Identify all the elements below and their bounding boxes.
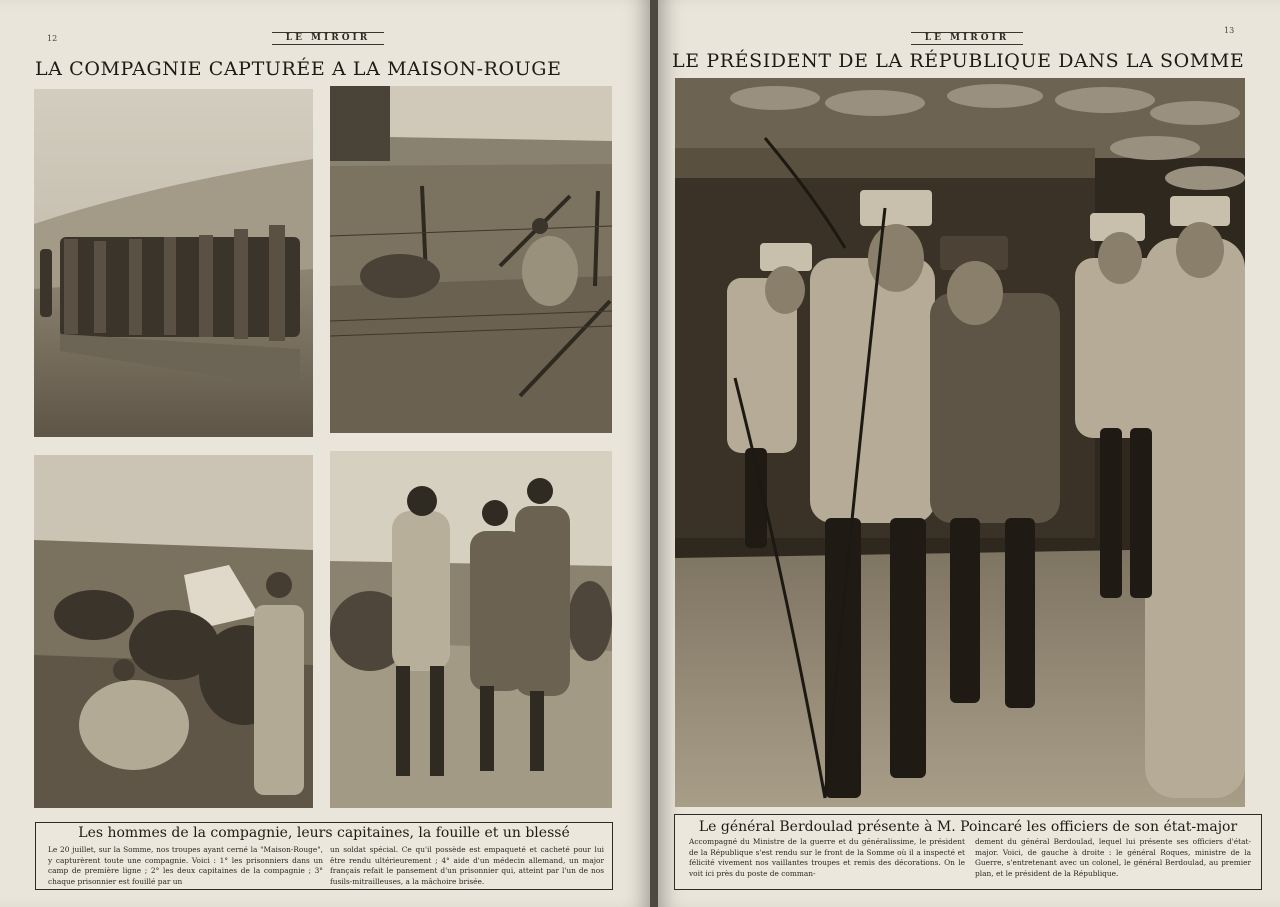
spine-gutter xyxy=(650,0,658,907)
caption-title-left: Les hommes de la compagnie, leurs capitaines, la fouille et un blessé xyxy=(78,825,570,841)
photo-president-inspection xyxy=(675,78,1245,807)
caption-box-right xyxy=(674,814,1262,890)
caption-text-left-col2: un soldat spécial. Ce qu'il possède est empaqueté et cacheté pour lui être rendu ultérieurement ; 4° aide d'un médecin allemand, un major français refait le pansement d'un prisonnier qui, atteint par l'un de nos fusils-mitrailleuses, a la mâchoire brisée. xyxy=(330,845,604,886)
caption-text-right-col1: Accompagné du Ministre de la guerre et du généralissime, le président de la République s'est rendu sur le front de la Somme où il a inspecté et félicité vivement nos vaillantes troupes et remis des décorations. On le voit ici près du poste de comman- xyxy=(689,837,965,878)
photo-prisoners-line xyxy=(34,89,313,437)
page-number-left: 12 xyxy=(47,34,58,43)
caption-title-right: Le général Berdoulad présente à M. Poincaré les officiers de son état-major xyxy=(698,819,1238,835)
photo-search-of-prisoners xyxy=(34,455,313,808)
headline-left: LA COMPAGNIE CAPTURÉE A LA MAISON-ROUGE xyxy=(35,58,562,80)
right-page xyxy=(658,0,1280,907)
headline-right: LE PRÉSIDENT DE LA RÉPUBLIQUE DANS LA SOMME xyxy=(672,50,1245,72)
masthead-left: LE MIROIR xyxy=(272,32,384,45)
page-number-right: 13 xyxy=(1224,26,1235,35)
caption-text-left-col1: Le 20 juillet, sur la Somme, nos troupes ayant cerné la "Maison-Rouge", y capturèrent toute une compagnie. Voici : 1° les prisonniers dans un camp de première ligne ; 2° les deux capitaines de la compagnie ; 3° chaque prisonnier est fouillé par un xyxy=(48,845,323,886)
photo-barbed-wire-field xyxy=(330,86,612,433)
photo-medical-dressing xyxy=(330,451,612,808)
caption-box-left xyxy=(35,822,613,890)
caption-text-right-col2: dement du général Berdoulad, lequel lui présente ses officiers d'état-major. Voici, de gauche à droite : le général Roques, ministre de la Guerre, s'entretenant avec un colonel, le général Berdoulad, au premier plan, et le président de la République. xyxy=(975,837,1251,878)
masthead-right: LE MIROIR xyxy=(911,32,1023,45)
